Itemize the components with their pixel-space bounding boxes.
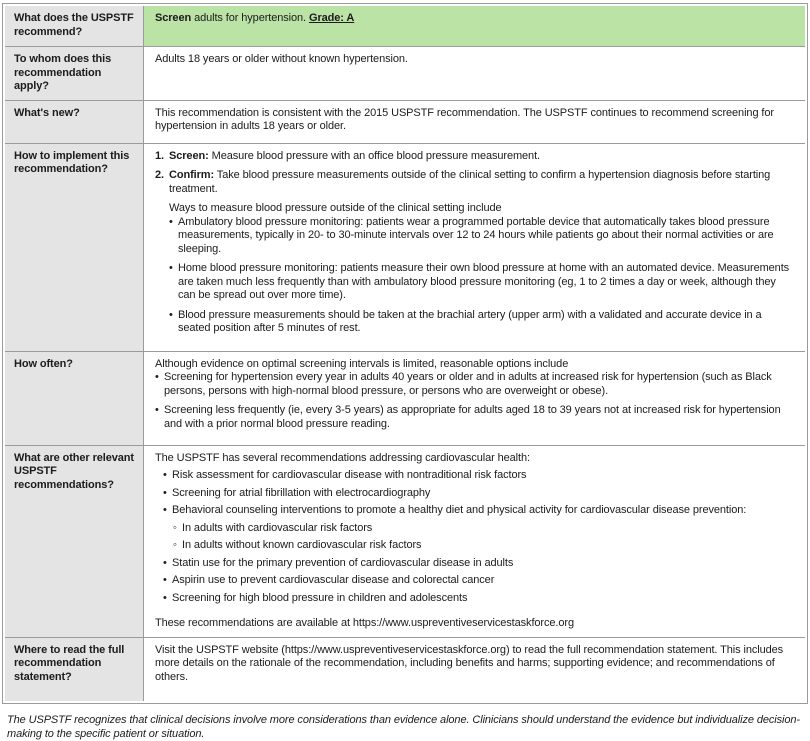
answer-cell [144,101,805,143]
availability-note: These recommendations are available at https://www.uspreventiveservicestaskforce.org [155,617,574,629]
answer-cell [144,446,805,637]
bullet-icon: • [163,591,167,604]
list-item-text: Aspirin use to prevent cardiovascular disease and colorectal cancer [172,574,495,586]
bullet-icon: • [163,469,167,481]
list-item-text: Screening for hypertension every year in adults 40 years or older and in adults at increased risk for hypertension (such as Black persons, persons with high-normal blood pressure, or persons who are overweight or obese). [164,371,772,397]
list-item-text: Statin use for the primary prevention of cardiovascular disease in adults [172,556,514,569]
list-item [163,574,795,588]
list-item [155,371,795,398]
step-text: Screen: Measure blood pressure with an office blood pressure measurement. [169,149,540,162]
question-text: How to implement this recommendation? [14,149,130,175]
grade-a-link[interactable]: Grade: A [308,12,355,24]
table-row-whats-new [5,101,805,144]
table-row-where-to-read [5,638,805,701]
answer-cell [144,638,805,701]
sub-list-item [163,522,795,536]
question-cell [5,638,144,701]
answer-text: adults for hypertension. [194,12,307,24]
uspstf-recommendation-table [2,3,808,704]
answer-text: Visit the USPSTF website (https://www.uspreventiveservicestaskforce.org) to read the full recommendation statement. This includes more details on the rationale of the recommendation, including benefits and harms; supporting evidence; and recommendations of others. [155,643,784,683]
bullet-icon: • [163,556,167,569]
question-cell [5,101,144,143]
circle-bullet-icon: ◦ [173,521,177,534]
list-item [169,309,795,336]
list-item-text: Blood pressure measurements should be taken at the brachial artery (upper arm) with a validated and accurate device in a seated position after 5 minutes of rest. [178,308,762,334]
answer-cell [144,47,805,100]
list-item [163,592,795,606]
step-number: 2. [155,169,164,181]
intro-text: Although evidence on optimal screening intervals is limited, reasonable options include [155,357,569,370]
bullet-icon: • [163,486,167,499]
list-item [163,469,795,483]
question-cell [5,6,144,46]
step-confirm [155,169,795,196]
step-screen [155,150,795,164]
list-item [163,557,795,571]
list-item-text: Behavioral counseling interventions to promote a healthy diet and physical activity for cardiovascular disease prevention: [172,504,747,516]
answer-text: Adults 18 years or older without known hypertension. [155,53,408,65]
list-item-text: Risk assessment for cardiovascular disease with nontraditional risk factors [172,469,527,481]
bullet-icon: • [169,308,173,321]
question-text: How often? [14,357,73,370]
list-item-text: In adults without known cardiovascular risk factors [182,539,422,551]
question-text: What does the USPSTF recommend? [14,12,134,38]
question-cell [5,47,144,100]
list-item [163,487,795,501]
question-cell [5,352,144,445]
table-row-what-recommend [5,6,805,47]
sub-list-item [163,539,795,553]
list-item-text: Screening for high blood pressure in children and adolescents [172,591,468,604]
table-row-implement [5,144,805,352]
list-item [169,262,795,303]
answer-lead-bold: Screen [155,12,192,24]
recommendation-list [155,469,795,605]
question-text: Where to read the full recommendation statement? [14,643,125,683]
table-row-other-recommendations [5,446,805,638]
list-item-text: In adults with cardiovascular risk factors [182,521,373,534]
answer-text: This recommendation is consistent with the 2015 USPSTF recommendation. The USPSTF continues to recommend screening for hypertension in adults 18 years or older. [155,106,774,132]
answer-cell [144,144,805,351]
answer-cell [144,352,805,445]
step-number: 1. [155,149,164,162]
list-item-text: Screening for atrial fibrillation with electrocardiography [172,486,431,499]
table-row-how-often [5,352,805,446]
answer-cell-grade [144,6,805,46]
list-item [163,504,795,518]
question-text: What's new? [14,106,80,119]
table-row-apply [5,47,805,101]
bullet-icon: • [155,404,159,416]
question-text: What are other relevant USPSTF recommendations? [14,451,134,491]
intro-text: The USPSTF has several recommendations addressing cardiovascular health: [155,451,530,464]
question-cell [5,446,144,637]
bullet-icon: • [169,215,173,228]
question-text: To whom does this recommendation apply? [14,53,112,92]
footnote: The USPSTF recognizes that clinical decisions involve more considerations than evidence alone. Clinicians should understand the evidence but individualize decision-making to the specific patient or situation. [7,713,800,740]
question-cell [5,144,144,351]
list-item-text: Ambulatory blood pressure monitoring: patients wear a programmed portable device that automatically takes blood pressure measurements, typically in 20- to 30-minute intervals over 12 to 24 hours while patients go about their normal activities or are sleeping. [178,215,774,255]
list-item-text: Screening less frequently (ie, every 3-5 years) as appropriate for adults aged 18 to 39 years not at increased risk for hypertension and with a prior normal blood pressure reading. [164,404,781,430]
bullet-icon: • [163,504,167,516]
measurement-bullet-list [155,216,795,336]
bullet-icon: • [155,371,159,383]
ways-intro: Ways to measure blood pressure outside of the clinical setting include [169,202,502,214]
bullet-icon: • [169,262,173,274]
list-item [155,404,795,431]
list-item-text: Home blood pressure monitoring: patients measure their own blood pressure at home with an automated device. Measurements are taken much less frequently than with ambulatory blood pressure monitoring (eg, 1 to 2 times a day or week, although they can be spread out over more time). [178,262,790,301]
list-item [169,216,795,257]
bullet-icon: • [163,574,167,586]
step-text: Confirm: Take blood pressure measurements outside of the clinical setting to confirm a hypertension diagnosis before starting treatment. [169,169,771,195]
circle-bullet-icon: ◦ [173,539,177,551]
